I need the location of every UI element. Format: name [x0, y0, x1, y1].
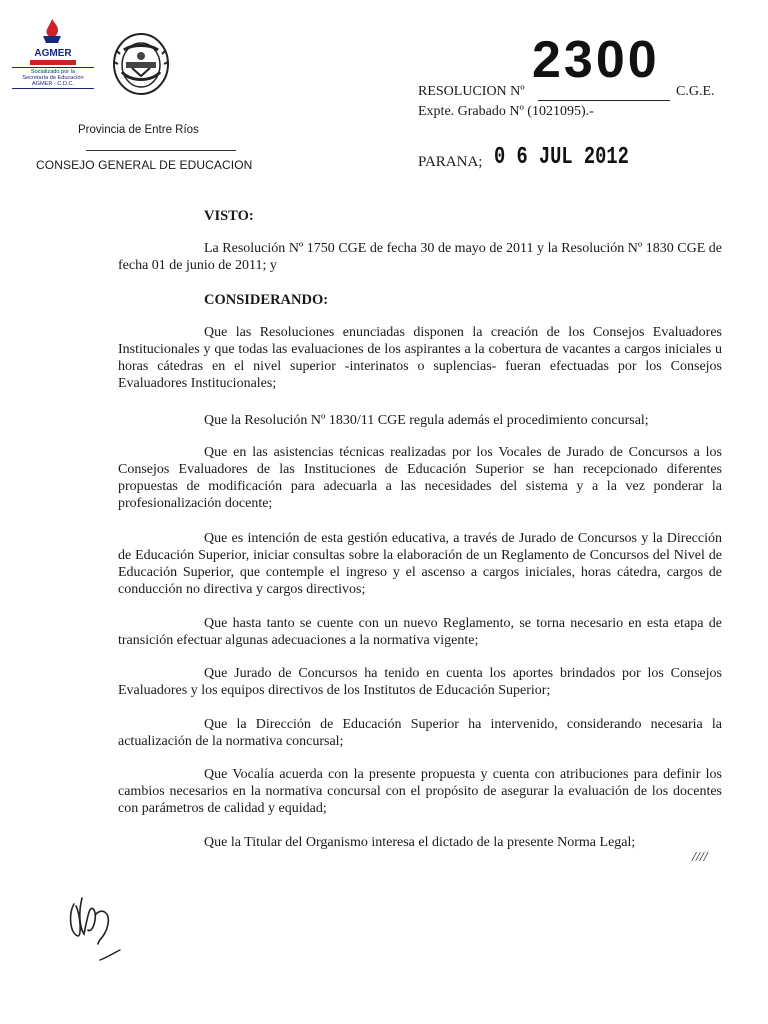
- visto-paragraph: La Resolución Nº 1750 CGE de fecha 30 de mayo de 2011 y la Resolución Nº 1830 CGE de fecha 01 de junio de 2011; y: [118, 241, 722, 273]
- considerando-paragraph: Que Jurado de Concursos ha tenido en cuenta los aportes brindados por los Consejos Evaluadores y los equipos directivos de los Institutos de Educación Superior;: [118, 666, 722, 698]
- agmer-logo-bar: [30, 60, 76, 65]
- handwritten-initials-icon: [64, 884, 124, 954]
- agmer-subtitle-line: Socializado por la: [30, 69, 76, 75]
- considerando-paragraph: Que la Resolución Nº 1830/11 CGE regula además el procedimiento concursal;: [204, 413, 649, 428]
- file-number: Expte. Grabado Nº (1021095).-: [418, 104, 594, 119]
- header-divider: [86, 150, 236, 151]
- considerando-paragraph: Que la Dirección de Educación Superior ha intervenido, considerando necesaria la actualización de la normativa concursal;: [118, 717, 722, 749]
- agmer-logo-name: AGMER: [34, 48, 72, 59]
- date-stamp: 0 6 JUL 2012: [494, 144, 629, 171]
- considerando-paragraph: Que en las asistencias técnicas realizadas por los Vocales de Jurado de Concursos a los Consejos Evaluadores de las Instituciones de Educación Superior se han recepcionado diferentes propuestas de modificación para adecuarla a las necesidades del sistema y a la vez ponderar la profesionalización docente;: [118, 445, 722, 511]
- considerando-paragraph: Que hasta tanto se cuente con un nuevo Reglamento, se torna necesario en esta etapa de transición efectuar algunas adecuaciones a la normativa vigente;: [118, 616, 722, 648]
- considerando-paragraph: Que Vocalía acuerda con la presente propuesta y cuenta con atribuciones para definir los cambios necesarios en la normativa concursal con el propósito de asegurar la evaluación de los docentes con parámetros de calidad y equidad;: [118, 767, 722, 816]
- agmer-logo-subtitle: [12, 67, 94, 89]
- agmer-subtitle-line: Secretaría de Educación: [22, 75, 84, 81]
- check-mark-icon: [98, 948, 122, 964]
- agmer-logo: [12, 18, 94, 88]
- considerando-paragraph: Que la Titular del Organismo interesa el dictado de la presente Norma Legal;: [204, 835, 636, 850]
- place-label: PARANA;: [418, 154, 483, 170]
- resolution-number: 2300: [532, 31, 660, 89]
- province-name: Provincia de Entre Ríos: [78, 124, 199, 136]
- province-seal-icon: [112, 32, 170, 96]
- resolution-suffix: C.G.E.: [676, 84, 715, 99]
- considerando-heading: CONSIDERANDO:: [204, 292, 329, 308]
- considerando-paragraph: Que las Resoluciones enunciadas disponen la creación de los Consejos Evaluadores Institucionales y que todas las evaluaciones de los aspirantes a la cobertura de vacantes a cargos iniciales u horas cátedras en el nivel superior -interinatos o suplencias- fueran efectuadas por los Consejos Evaluadores Institucionales;: [118, 325, 722, 391]
- resolution-label: RESOLUCION Nº: [418, 84, 525, 99]
- continuation-mark: ////: [692, 850, 708, 865]
- visto-heading: VISTO:: [204, 208, 254, 224]
- considerando-paragraph: Que es intención de esta gestión educativa, a través de Jurado de Concursos y la Dirección de Educación Superior, iniciar consultas sobre la elaboración de un Reglamento de Concursos del Nivel de Educación Superior, que contemple el ingreso y el ascenso a cargos iniciales, horas cátedra, cargos de conducción no directiva y cargos directivos;: [118, 531, 722, 597]
- resolution-underline: [538, 100, 670, 101]
- council-name: CONSEJO GENERAL DE EDUCACION: [36, 158, 253, 172]
- flame-icon: [40, 18, 64, 44]
- agmer-subtitle-line: AGMER - C.D.C.: [31, 81, 75, 87]
